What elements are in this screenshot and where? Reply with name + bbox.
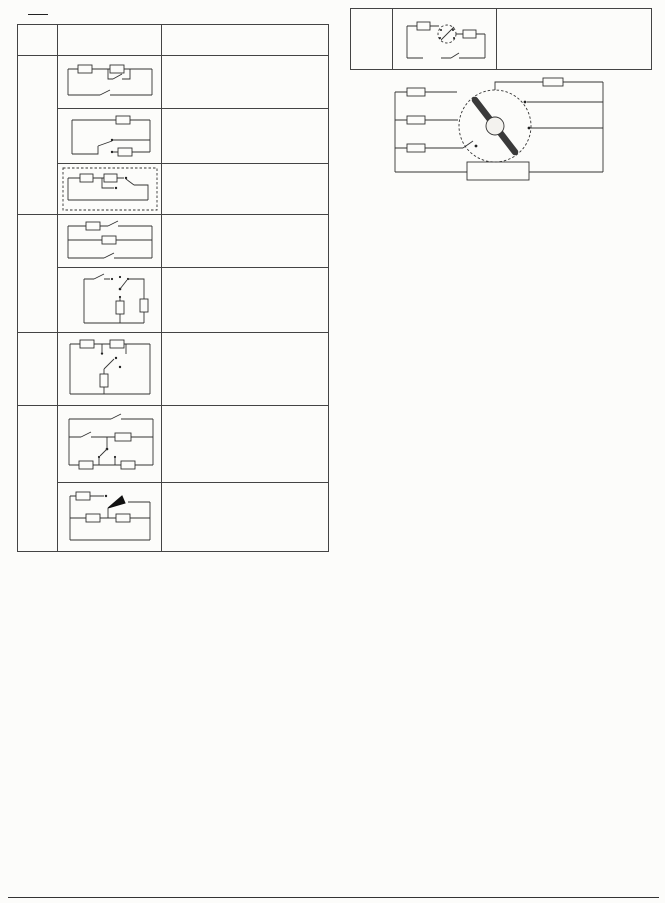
analysis-cell — [162, 333, 329, 406]
mode-multi-switch — [18, 406, 58, 552]
header-connection-mode — [18, 25, 58, 56]
mode-parallel-two-gear — [18, 215, 58, 333]
circuit-cell — [58, 268, 162, 333]
circuit-cell — [58, 164, 162, 215]
circuit-modes-table-continued — [350, 8, 652, 70]
table-row — [18, 268, 329, 333]
circuit-cell — [58, 406, 162, 483]
subsection-1-2-text — [8, 8, 330, 21]
table-row — [18, 109, 329, 164]
table-row — [351, 9, 652, 70]
power-formula — [27, 13, 48, 16]
table-row — [18, 333, 329, 406]
analysis-cell — [497, 9, 652, 70]
circuit-cell — [58, 483, 162, 552]
circuit-three-gear — [60, 334, 160, 404]
circuit-cell — [393, 9, 497, 70]
circuit-multi-switch-combo — [59, 407, 163, 481]
analysis-cell — [162, 164, 329, 215]
circuit-multi-contact-parallel — [60, 269, 160, 331]
analysis-cell — [162, 406, 329, 483]
circuit-selector-series — [60, 110, 160, 162]
circuit-modes-table — [17, 24, 329, 552]
analysis-cell — [162, 268, 329, 333]
page-bottom-rule — [8, 897, 659, 898]
fraction-bar — [28, 14, 47, 15]
right-column — [336, 8, 662, 552]
table-row — [18, 164, 329, 215]
table-row — [18, 215, 329, 268]
mode-series-two-gear — [18, 56, 58, 215]
table-header-row — [18, 25, 329, 56]
analysis-cell — [162, 483, 329, 552]
table-row — [18, 56, 329, 109]
example-figure — [336, 72, 662, 190]
mirror-heater-circuit-figure — [379, 72, 619, 190]
circuit-cell — [58, 333, 162, 406]
circuit-cell — [58, 109, 162, 164]
analysis-cell — [162, 56, 329, 109]
left-column — [8, 8, 330, 552]
circuit-series-short-switch — [60, 57, 160, 107]
mode-three-gear — [18, 333, 58, 406]
table-row — [18, 483, 329, 552]
analysis-cell — [162, 109, 329, 164]
circuit-fan-switch — [60, 484, 160, 550]
circuit-rotary-knob — [395, 10, 495, 68]
circuit-cell — [58, 56, 162, 109]
table-row — [18, 406, 329, 483]
mode-empty-cell — [351, 9, 393, 70]
header-gear-analysis — [162, 25, 329, 56]
analysis-cell — [162, 215, 329, 268]
header-typical-circuit — [58, 25, 162, 56]
circuit-cell — [58, 215, 162, 268]
circuit-parallel-switch — [60, 216, 160, 266]
circuit-short-selector — [60, 165, 160, 213]
